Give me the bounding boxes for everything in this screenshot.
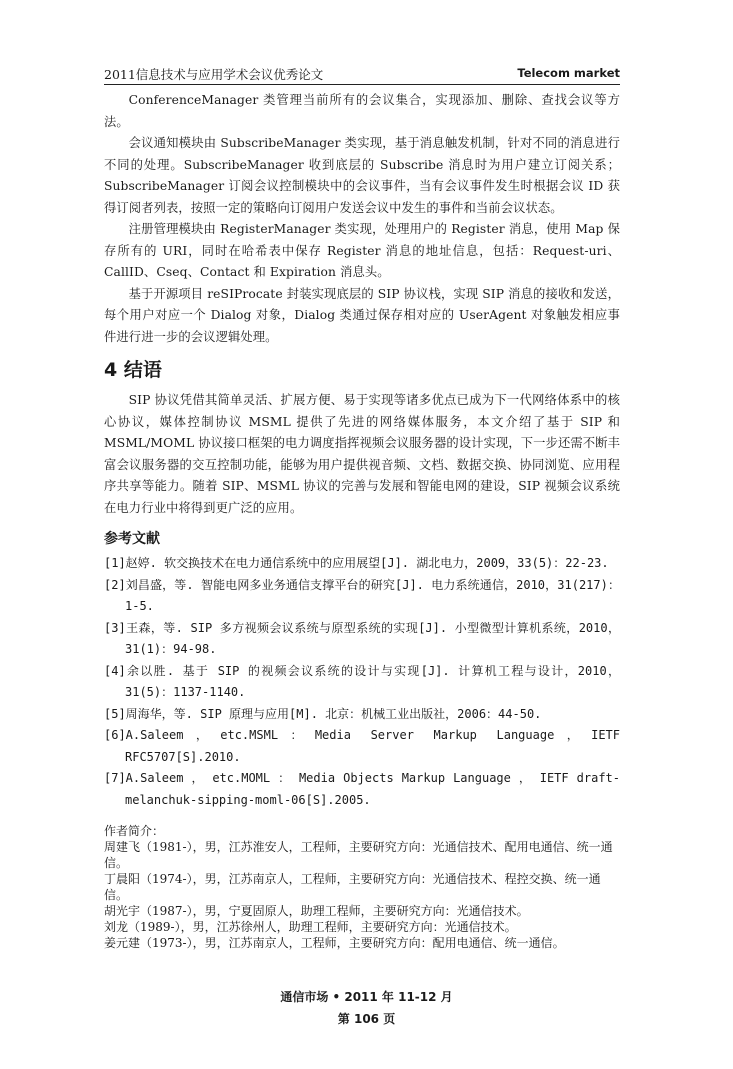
author-bio: 丁晨阳（1974-），男，江苏南京人，工程师，主要研究方向：光通信技术、程控交换、统一通信。: [104, 872, 601, 902]
body-paragraph: 基于开源项目 reSIProcate 封装实现底层的 SIP 协议栈，实现 SIP 消息的接收和发送，每个用户对应一个 Dialog 对象，Dialog 类通过保存相对应的 UserAgent 对象触发相应事件进行进一步的会议逻辑处理。: [104, 286, 620, 344]
reference-item: [1]赵婷. 软交换技术在电力通信系统中的应用展望[J]. 湖北电力，2009，33(5)：22-23.: [104, 556, 609, 570]
reference-item: [4]余以胜. 基于 SIP 的视频会议系统的设计与实现[J]. 计算机工程与设计，2010，31(5)：1137-1140.: [104, 663, 620, 699]
header-title: 2011信息技术与应用学术会议优秀论文: [104, 67, 324, 82]
reference-item: [5]周海华，等. SIP 原理与应用[M]. 北京：机械工业出版社，2006：44-50.: [104, 706, 542, 721]
running-header: [104, 64, 620, 85]
author-bios: [104, 823, 620, 951]
reference-item: [7]A.Saleem ， etc.MOML ： Media Objects Markup Language ， IETF draft-melanchuk-sipping-moml-06[S].2005.: [104, 771, 620, 807]
reference-item: [3]王森，等. SIP 多方视频会议系统与原型系统的实现[J]. 小型微型计算机系统，2010，31(1)：94-98.: [104, 620, 620, 656]
author-bio: 刘龙（1989-），男，江苏徐州人，助理工程师，主要研究方向：光通信技术。: [104, 920, 517, 934]
author-bios-title: 作者简介：: [104, 824, 165, 838]
author-bio: 胡光宇（1987-），男，宁夏固原人，助理工程师，主要研究方向：光通信技术。: [104, 904, 529, 918]
body-paragraph: 注册管理模块由 RegisterManager 类实现，处理用户的 Register 消息，使用 Map 保存所有的 URI，同时在哈希表中保存 Register 消息的地址信息，包括：Request-uri、CallID、Cseq、Contact 和 Expiration 消息头。: [104, 222, 620, 279]
header-journal: Telecom market: [517, 66, 620, 80]
author-bio: 周建飞（1981-），男，江苏淮安人，工程师，主要研究方向：光通信技术、配用电通信、统一通信。: [104, 840, 613, 870]
conclusion-paragraph: SIP 协议凭借其简单灵活、扩展方便、易于实现等诸多优点已成为下一代网络体系中的核心协议，媒体控制协议 MSML 提供了先进的网络媒体服务，本文介绍了基于 SIP 和 MSML/MOML 协议接口框架的电力调度指挥视频会议服务器的设计实现，下一步还需不断丰富会议服务器的交互控制功能，能够为用户提供视音频、文档、数据交换、协同浏览、应用程序共享等能力。随着 SIP、MSML 协议的完善与发展和智能电网的建设，SIP 视频会议系统在电力行业中将得到更广泛的应用。: [104, 393, 620, 515]
footer-journal-date: 通信市场 • 2011 年 11-12 月: [280, 990, 453, 1004]
section-heading: 4 结语: [104, 359, 162, 381]
references-list: [104, 553, 620, 811]
author-bio: 姜元建（1973-），男，江苏南京人，工程师，主要研究方向：配用电通信、统一通信。: [104, 936, 565, 950]
body-paragraph: ConferenceManager 类管理当前所有的会议集合，实现添加、删除、查找会议等方法。: [104, 93, 620, 129]
page-number: 第 106 页: [337, 1012, 396, 1026]
body-paragraph: 会议通知模块由 SubscribeManager 类实现，基于消息触发机制，针对不同的消息进行不同的处理。SubscribeManager 收到底层的 Subscribe 消息时为用户建立订阅关系；SubscribeManager 订阅会议控制模块中的会议事件，当有会议事件发生时根据会议 ID 获得订阅者列表，按照一定的策略向订阅用户发送会议中发生的事件和当前会议状态。: [104, 136, 620, 215]
reference-item: [2]刘昌盛，等. 智能电网多业务通信支撑平台的研究[J]. 电力系统通信，2010，31(217)：1-5.: [104, 577, 620, 613]
page-body: [104, 90, 620, 951]
references-heading: 参考文献: [104, 531, 160, 547]
reference-item: [6]A.Saleem，etc.MSML：Media Server Markup Language，IETF RFC5707[S].2010.: [104, 728, 620, 764]
